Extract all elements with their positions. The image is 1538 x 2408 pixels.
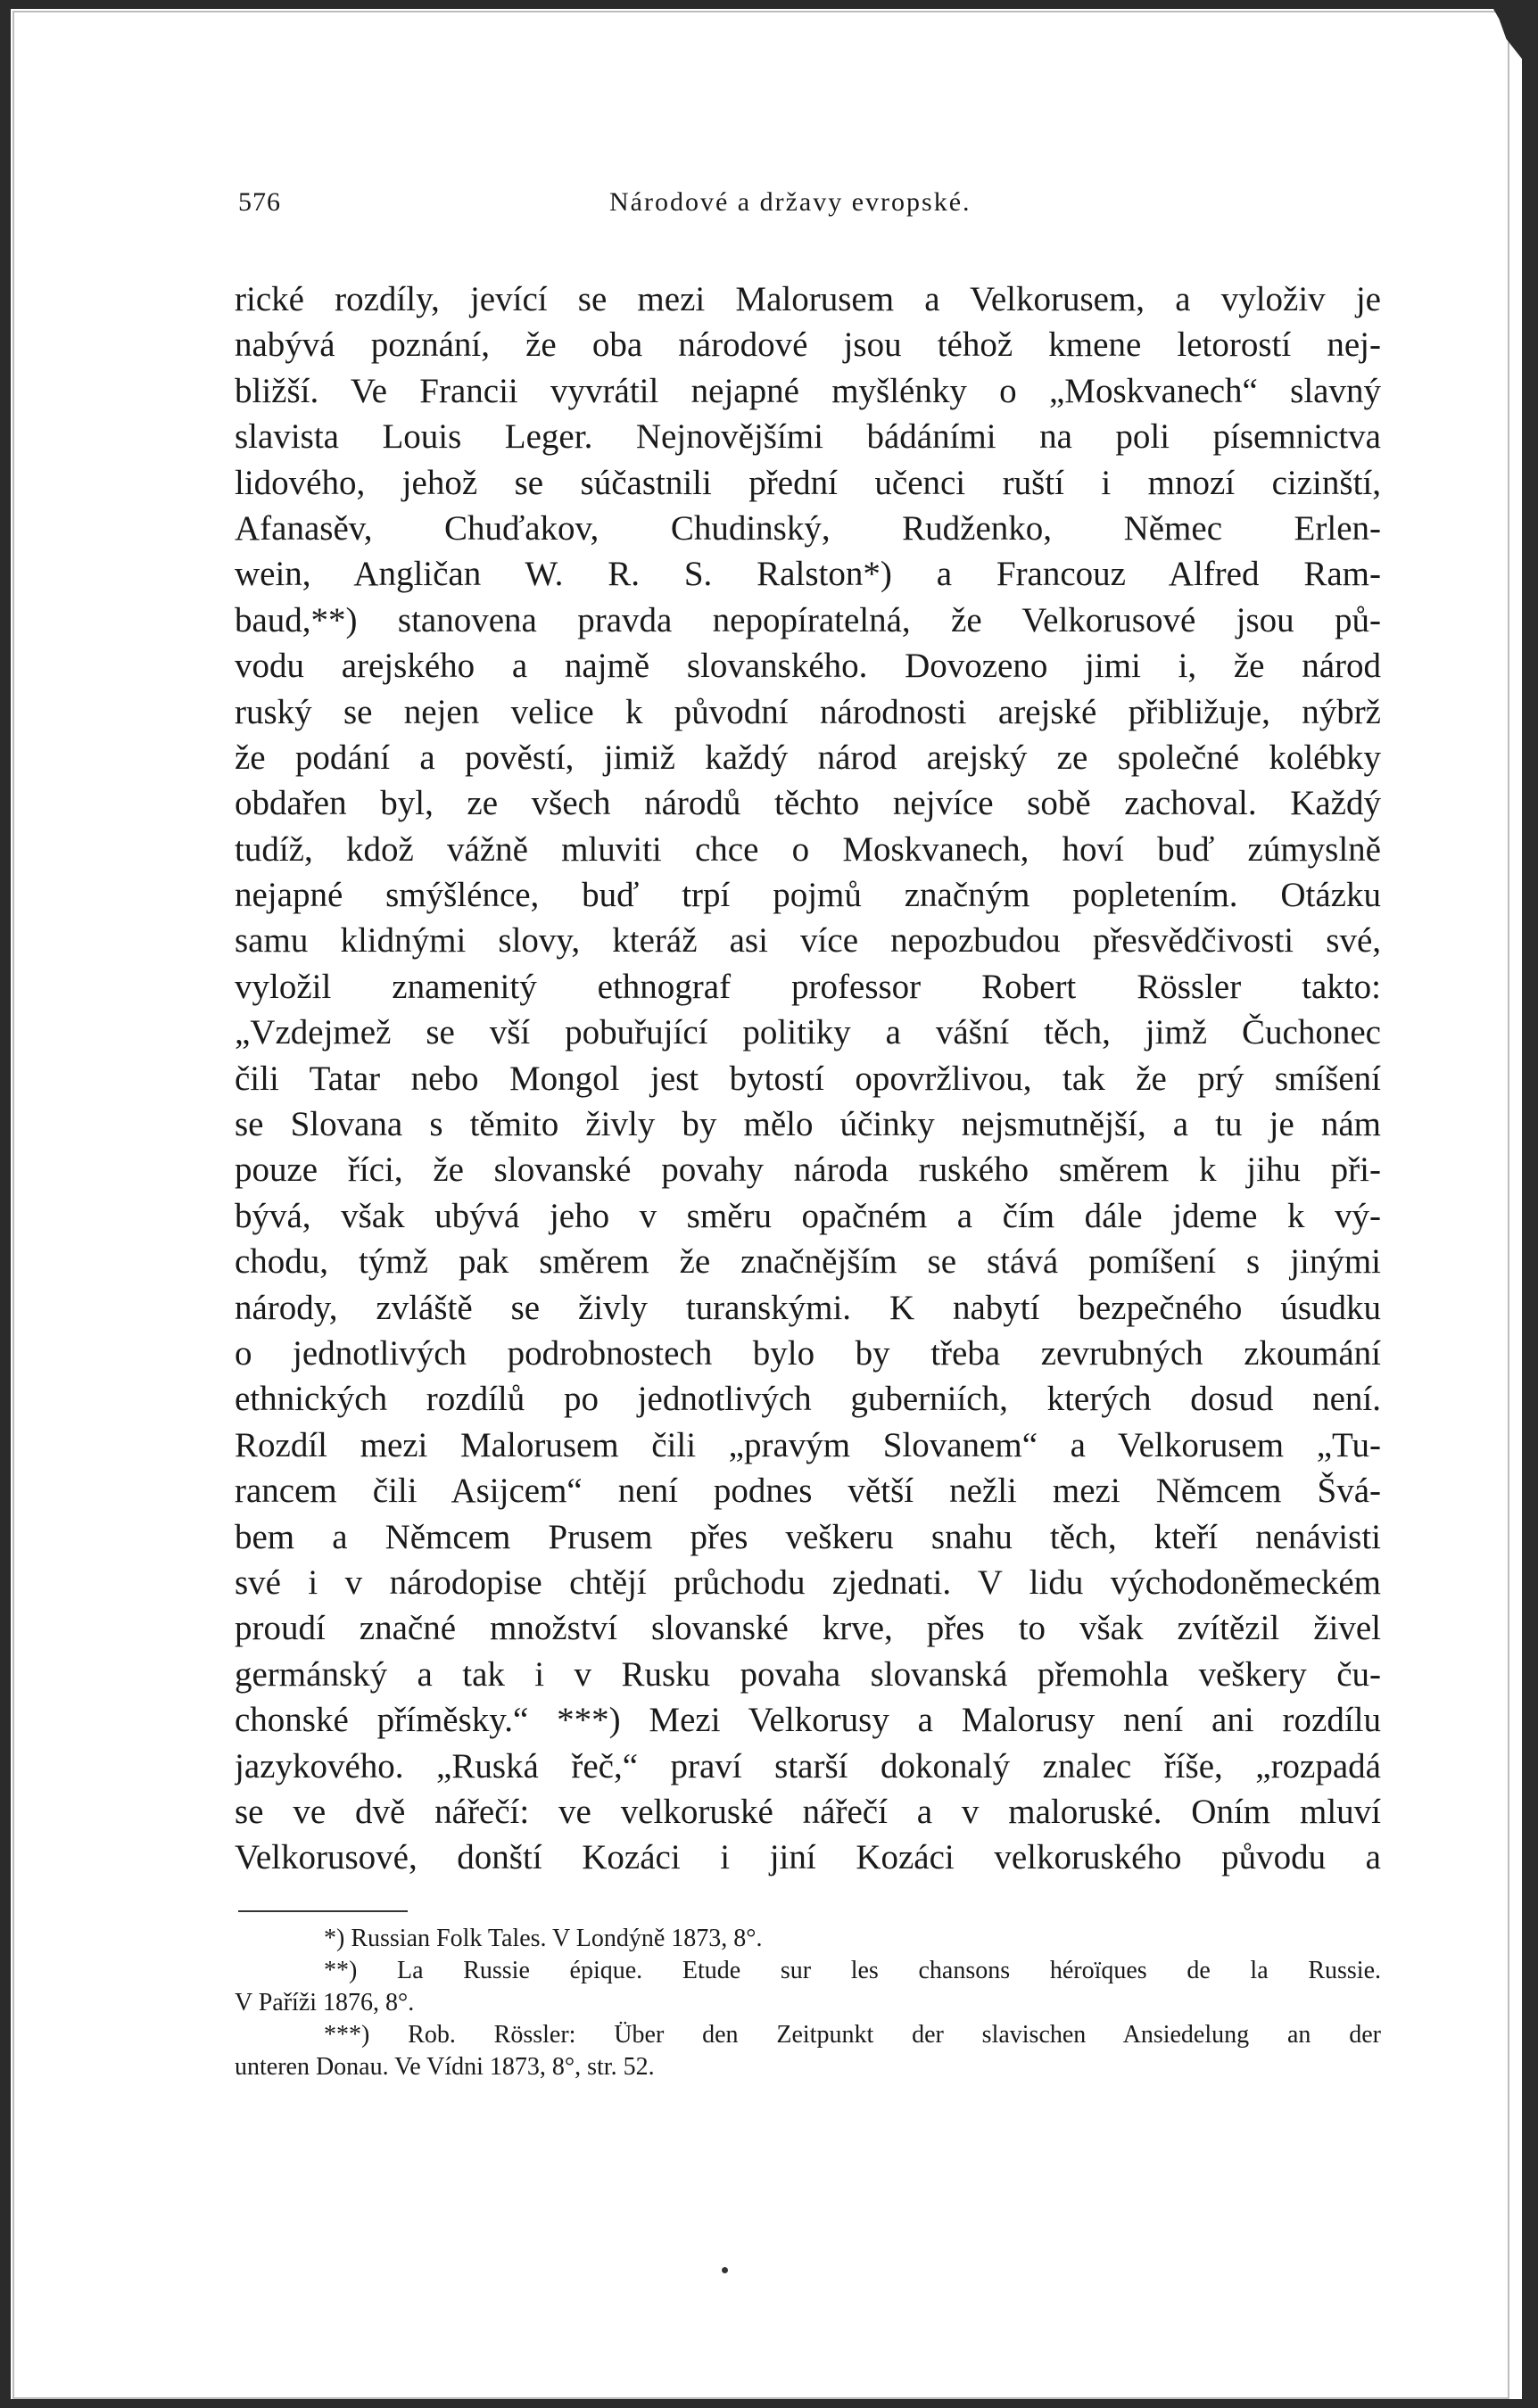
text-line: vyložil znamenitý ethnograf professor Robert Rössler takto:	[235, 967, 1381, 1006]
text-line: ruský se nejen velice k původní národnosti arejské přibližuje, nýbrž	[235, 692, 1381, 731]
text-line: obdařen byl, ze všech národů těchto nejvíce sobě zachoval. Každý	[235, 784, 1381, 823]
text-line: „Vzdejmež se vší pobuřující politiky a vášní těch, jimž Čuchonec	[235, 1013, 1381, 1052]
footnote: **) La Russie épique. Etude sur les chansons héroïques de la Russie.	[324, 1957, 1381, 1984]
text-line: wein, Angličan W. R. S. Ralston*) a Francouz Alfred Ram-	[235, 555, 1381, 594]
text-line: se Slovana s těmito živly by mělo účinky nejsmutnější, a tu je nám	[235, 1105, 1381, 1144]
text-line: Rozdíl mezi Malorusem čili „pravým Slovanem“ a Velkorusem „Tu-	[235, 1425, 1381, 1464]
text-line: slavista Louis Leger. Nejnovějšími bádáními na poli písemnictva	[235, 417, 1381, 457]
text-line: ethnických rozdílů po jednotlivých guberniích, kterých dosud není.	[235, 1380, 1381, 1419]
running-title: Národové a državy evropské.	[609, 187, 972, 217]
text-line: vodu arejského a najmě slovanského. Dovozeno jimi i, že národ	[235, 647, 1381, 686]
text-line: chodu, týmž pak směrem že značnějším se stává pomíšení s jinými	[235, 1242, 1381, 1282]
text-line: chonské příměsky.“ ***) Mezi Velkorusy a Malorusy není ani rozdílu	[235, 1701, 1381, 1740]
text-line: germánský a tak i v Rusku povaha slovanská přemohla veškery ču-	[235, 1654, 1381, 1694]
text-line: jazykového. „Ruská řeč,“ praví starší dokonalý znalec říše, „rozpadá	[235, 1746, 1381, 1785]
text-line: samu klidnými slovy, kteráž asi více nepozbudou přesvědčivosti své,	[235, 921, 1381, 961]
text-line: bližší. Ve Francii vyvrátil nejapné myšlénky o „Moskvanech“ slavný	[235, 371, 1381, 410]
text-line: bem a Němcem Prusem přes veškeru snahu těch, kteří nenávisti	[235, 1517, 1381, 1556]
text-line: baud,**) stanovena pravda nepopíratelná, že Velkorusové jsou pů-	[235, 600, 1381, 639]
text-line: proudí značné množství slovanské krve, přes to však zvítězil živel	[235, 1609, 1381, 1648]
text-line: o jednotlivých podrobnostech bylo by třeba zevrubných zkoumání	[235, 1333, 1381, 1373]
text-line: lidového, jehož se súčastnili přední učenci ruští i mnozí cizinští,	[235, 463, 1381, 502]
ink-speck	[722, 2267, 728, 2273]
text-line: že podání a pověstí, jimiž každý národ arejský ze společné kolébky	[235, 738, 1381, 777]
text-line: národy, zvláště se živly turanskými. K nabytí bezpečného úsudku	[235, 1288, 1381, 1327]
text-line: rické rozdíly, jevící se mezi Malorusem a Velkorusem, a vyloživ je	[235, 280, 1381, 318]
text-line: nejapné smýšlénce, buď trpí pojmů značným popletením. Otázku	[235, 876, 1381, 915]
text-line: své i v národopise chtějí průchodu zjednati. V lidu východoněmeckém	[235, 1563, 1381, 1602]
body-text	[235, 276, 1381, 1881]
footnote-continuation: V Paříži 1876, 8°.	[235, 1989, 415, 2016]
text-line: se ve dvě nářečí: ve velkoruské nářečí a v maloruské. Oním mluví	[235, 1792, 1381, 1831]
text-line: Velkorusové, donští Kozáci i jiní Kozáci velkoruského původu a	[235, 1838, 1381, 1877]
text-line: tudíž, kdož vážně mluviti chce o Moskvanech, hoví buď zúmyslně	[235, 829, 1381, 869]
footnote: *) Russian Folk Tales. V Londýně 1873, 8°.	[324, 1925, 763, 1952]
footnotes	[235, 1923, 1381, 2083]
page-number: 576	[238, 187, 281, 217]
running-header	[235, 187, 1381, 223]
text-line: rancem čili Asijcem“ není podnes větší nežli mezi Němcem Švá-	[235, 1472, 1381, 1511]
text-line: Afanasěv, Chuďakov, Chudinský, Rudženko, Němec Erlen-	[235, 508, 1381, 548]
text-line: čili Tatar nebo Mongol jest bytostí opovržlivou, tak že prý smíšení	[235, 1059, 1381, 1098]
text-line: bývá, však ubývá jeho v směru opačném a čím dále jdeme k vý-	[235, 1196, 1381, 1235]
footnote-rule	[238, 1910, 408, 1912]
footnote: ***) Rob. Rössler: Über den Zeitpunkt der slavischen Ansiedelung an der	[324, 2021, 1381, 2049]
text-line: nabývá poznání, že oba národové jsou téhož kmene letorostí nej-	[235, 326, 1381, 365]
text-line: pouze říci, že slovanské povahy národa ruského směrem k jihu při-	[235, 1150, 1381, 1190]
footnote-continuation: unteren Donau. Ve Vídni 1873, 8°, str. 52.	[235, 2053, 655, 2081]
scan-artifact	[1493, 9, 1522, 59]
